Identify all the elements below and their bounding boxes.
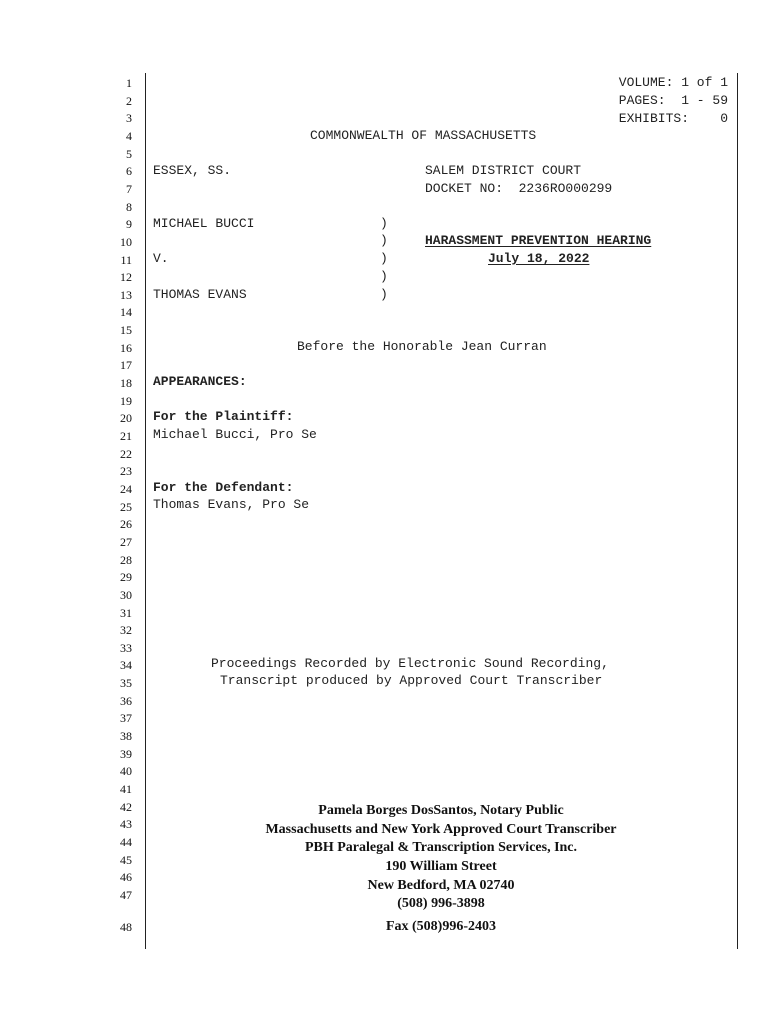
line-number: 21	[120, 429, 132, 443]
line-number: 13	[120, 287, 132, 302]
line-number: 6	[126, 164, 132, 179]
line-number: 40	[120, 764, 132, 779]
plaintiff-caption: MICHAEL BUCCI	[153, 216, 255, 231]
hearing-date: July 18, 2022	[488, 251, 590, 266]
caption-paren: )	[380, 216, 388, 231]
line-number: 1	[126, 76, 132, 90]
line-number: 29	[120, 570, 132, 585]
line-number: 22	[120, 446, 132, 461]
plaintiff-heading: For the Plaintiff:	[153, 409, 294, 424]
line-number: 28	[120, 552, 132, 567]
line-number: 46	[120, 870, 132, 885]
line-number: 37	[120, 711, 132, 726]
line-number: 7	[126, 181, 132, 196]
right-margin-rule	[737, 73, 738, 949]
plaintiff-name: Michael Bucci, Pro Se	[153, 427, 317, 442]
line-number: 38	[120, 729, 132, 744]
line-number: 25	[120, 499, 132, 514]
line-number: 4	[126, 128, 132, 143]
line-number: 33	[120, 640, 132, 655]
line-number: 44	[120, 834, 132, 849]
line-number: 23	[120, 464, 132, 479]
line-number: 36	[120, 693, 132, 708]
line-number: 45	[120, 852, 132, 867]
line-number: 42	[120, 799, 132, 814]
pages-label: PAGES: 1 - 59	[618, 93, 728, 108]
defendant-heading: For the Defendant:	[153, 480, 294, 495]
volume-label: VOLUME: 1 of 1	[618, 75, 728, 90]
line-number: 2	[126, 93, 132, 108]
caption-paren: )	[380, 233, 388, 248]
transcriber-city: New Bedford, MA 02740	[367, 878, 515, 893]
line-number: 26	[120, 517, 132, 532]
docket-number: DOCKET NO: 2236RO000299	[425, 181, 613, 196]
line-number: 19	[120, 393, 132, 408]
hearing-title: HARASSMENT PREVENTION HEARING	[425, 233, 652, 248]
transcriber-company: PBH Paralegal & Transcription Services, Inc.	[304, 840, 578, 855]
line-number: 30	[120, 587, 132, 602]
recording-note-line-2: Transcript produced by Approved Court Transcriber	[220, 673, 603, 688]
line-number: 17	[120, 358, 132, 373]
line-number: 3	[126, 111, 132, 126]
line-number: 32	[120, 623, 132, 638]
line-number: 14	[120, 305, 132, 320]
line-number: 31	[120, 605, 132, 620]
caption-paren: )	[380, 287, 388, 302]
line-number: 10	[120, 234, 132, 249]
line-number: 15	[120, 323, 132, 338]
caption-paren: )	[380, 251, 388, 266]
versus-caption: V.	[153, 251, 169, 266]
line-number: 41	[120, 782, 132, 796]
transcriber-title: Massachusetts and New York Approved Court Transcriber	[265, 822, 617, 837]
judge-line: Before the Honorable Jean Curran	[297, 339, 547, 354]
line-number: 16	[120, 340, 132, 355]
transcriber-name: Pamela Borges DosSantos, Notary Public	[318, 803, 564, 818]
line-number: 48	[120, 920, 132, 934]
line-number: 34	[120, 658, 132, 673]
line-number: 39	[120, 746, 132, 761]
defendant-caption: THOMAS EVANS	[153, 287, 247, 302]
line-number: 27	[120, 534, 132, 549]
transcriber-phone: (508) 996-3898	[397, 896, 485, 911]
line-number: 24	[120, 481, 132, 496]
line-number: 20	[120, 411, 132, 426]
line-number: 5	[126, 146, 132, 161]
line-number: 47	[120, 887, 132, 902]
exhibits-label: EXHIBITS: 0	[618, 111, 728, 126]
county-label: ESSEX, SS.	[153, 163, 232, 178]
transcriber-fax: Fax (508)996-2403	[385, 919, 497, 934]
line-number: 11	[120, 252, 132, 267]
court-name: SALEM DISTRICT COURT	[425, 163, 582, 178]
line-number: 12	[120, 270, 132, 285]
appearances-heading: APPEARANCES:	[153, 374, 247, 389]
transcriber-street: 190 William Street	[385, 859, 497, 874]
line-number: 9	[126, 217, 132, 232]
line-number: 18	[120, 376, 132, 391]
line-number: 8	[126, 199, 132, 214]
caption-paren: )	[380, 269, 388, 284]
recording-note-line-1: Proceedings Recorded by Electronic Sound Recording,	[211, 656, 609, 671]
commonwealth-heading: COMMONWEALTH OF MASSACHUSETTS	[310, 128, 537, 143]
defendant-name: Thomas Evans, Pro Se	[153, 497, 310, 512]
line-number: 35	[120, 676, 132, 691]
line-number: 43	[120, 817, 132, 832]
